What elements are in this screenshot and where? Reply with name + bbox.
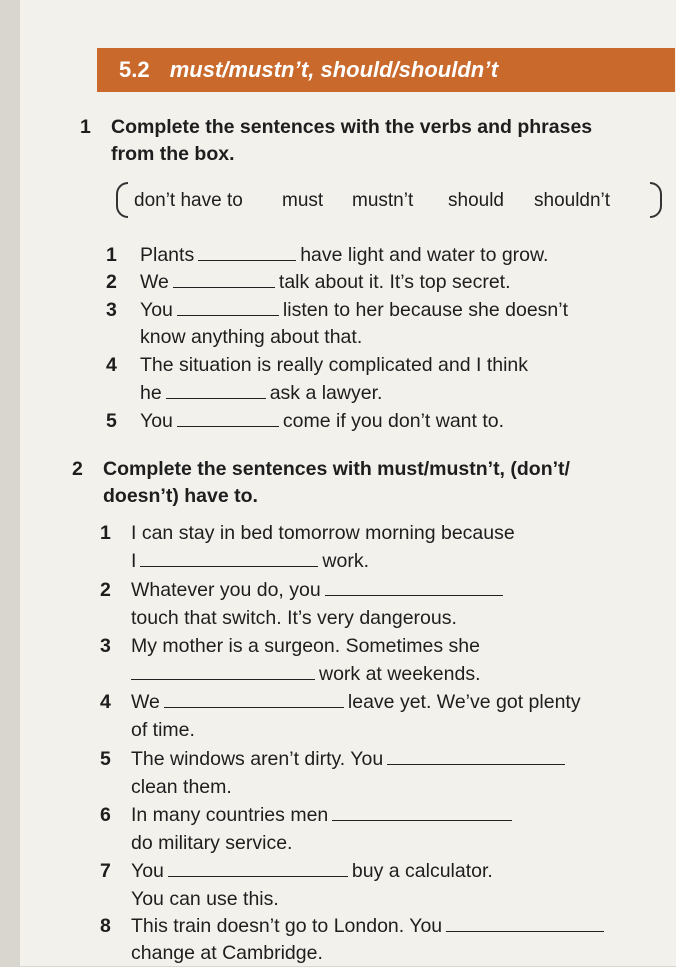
box-word: mustn’t xyxy=(352,190,414,211)
item-number: 3 xyxy=(100,635,111,657)
sentence-text: buy a calculator. xyxy=(351,860,493,882)
section-title: must/mustn’t, should/shouldn’t xyxy=(169,57,499,82)
sentence-continuation xyxy=(131,661,481,688)
answer-blank[interactable] xyxy=(166,380,266,399)
answer-blank[interactable] xyxy=(387,746,565,765)
item-number: 2 xyxy=(106,271,117,293)
sentence-text: You xyxy=(140,410,173,432)
workbook-page xyxy=(20,0,676,966)
item-number: 3 xyxy=(106,299,117,321)
item-number: 7 xyxy=(100,860,111,882)
exercise-number: 1 xyxy=(80,116,91,138)
sentence-text: In many countries men xyxy=(131,804,329,826)
box-word: don’t have to xyxy=(134,190,243,211)
instruction-line: Complete the sentences with must/mustn’t, (don’t/ xyxy=(103,458,570,480)
sentence-text: My mother is a surgeon. Sometimes she xyxy=(131,635,480,657)
sentence-text: have light and water to grow. xyxy=(300,244,549,266)
left-bracket xyxy=(116,182,128,218)
instruction-line: Complete the sentences with the verbs and phrases xyxy=(111,116,593,138)
answer-blank[interactable] xyxy=(325,577,503,596)
sentence-text: work. xyxy=(322,550,370,572)
item-number: 5 xyxy=(100,748,111,770)
answer-blank[interactable] xyxy=(332,802,512,821)
sentence-text: he xyxy=(140,382,162,404)
box-word: shouldn’t xyxy=(534,190,611,211)
answer-blank[interactable] xyxy=(198,242,296,261)
answer-blank[interactable] xyxy=(177,297,279,316)
sentence-text: I can stay in bed tomorrow morning because xyxy=(131,522,515,544)
sentence-continuation: know anything about that. xyxy=(140,326,363,348)
sentence-continuation: of time. xyxy=(131,719,195,741)
sentence-continuation: clean them. xyxy=(131,776,232,798)
sentence-text: The windows aren’t dirty. You xyxy=(131,748,384,770)
sentence-continuation: do military service. xyxy=(131,832,293,854)
section-header xyxy=(97,48,675,92)
item-number: 5 xyxy=(106,410,117,432)
answer-blank[interactable] xyxy=(446,913,604,932)
section-number: 5.2 xyxy=(119,57,150,82)
answer-blank[interactable] xyxy=(168,858,348,877)
box-word: should xyxy=(448,190,504,211)
right-bracket xyxy=(650,182,662,218)
sentence-text: This train doesn’t go to London. You xyxy=(131,915,443,937)
sentence-continuation: touch that switch. It’s very dangerous. xyxy=(131,607,457,629)
sentence-continuation: change at Cambridge. xyxy=(131,942,323,964)
sentence-continuation xyxy=(140,380,382,407)
item-number: 6 xyxy=(100,804,111,826)
sentence-text: We xyxy=(131,691,160,713)
sentence-text: ask a lawyer. xyxy=(269,382,383,404)
sentence-text: I xyxy=(131,550,137,572)
item-number: 8 xyxy=(100,915,111,937)
item-number: 4 xyxy=(100,691,111,713)
sentence-text: come if you don’t want to. xyxy=(282,410,505,432)
sentence-continuation: You can use this. xyxy=(131,888,279,910)
sentence-text: Plants xyxy=(140,244,195,266)
answer-blank[interactable] xyxy=(177,408,279,427)
answer-blank[interactable] xyxy=(173,269,275,288)
sentence-text: Whatever you do, you xyxy=(131,579,321,601)
answer-blank[interactable] xyxy=(164,689,344,708)
sentence-text: talk about it. It’s top secret. xyxy=(278,271,511,293)
answer-blank[interactable] xyxy=(140,548,318,567)
sentence-continuation xyxy=(131,548,369,575)
instruction-line: from the box. xyxy=(111,143,235,165)
item-number: 1 xyxy=(100,522,111,544)
sentence-text: work at weekends. xyxy=(319,663,481,685)
box-word: must xyxy=(282,190,324,211)
sentence-text: We xyxy=(140,271,169,293)
word-box xyxy=(116,180,676,222)
item-number: 1 xyxy=(106,244,117,266)
sentence-text: You xyxy=(140,299,173,321)
instruction-line: doesn’t) have to. xyxy=(103,485,258,507)
sentence-text: leave yet. We’ve got plenty xyxy=(347,691,581,713)
sentence-text: listen to her because she doesn’t xyxy=(282,299,569,321)
item-number: 2 xyxy=(100,579,111,601)
exercise-number: 2 xyxy=(72,458,83,480)
sentence-text: You xyxy=(131,860,164,882)
answer-blank[interactable] xyxy=(131,661,315,680)
sentence-text: The situation is really complicated and I think xyxy=(140,354,529,376)
item-number: 4 xyxy=(106,354,117,376)
